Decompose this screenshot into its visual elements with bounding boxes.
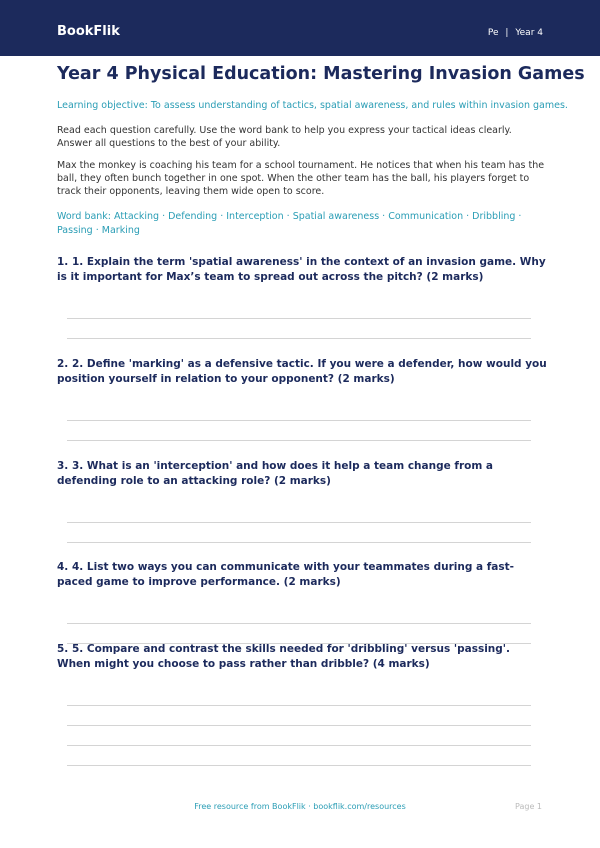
answer-line bbox=[67, 725, 531, 726]
scenario-text: Max the monkey is coaching his team for a school tournament. He notices that when his team has the ball, they often bunch together in one spot. When the other team has the ball, his players forget to track their opponents, leaving them wide open to score. bbox=[57, 160, 545, 197]
answer-line bbox=[67, 338, 531, 339]
question-5: 5. 5. Compare and contrast the skills needed for 'dribbling' versus 'passing'. When might you choose to pass rather than dribble? (4 marks) bbox=[57, 643, 511, 670]
learning-objective: Learning objective: To assess understanding of tactics, spatial awareness, and rules within invasion games. bbox=[57, 100, 568, 111]
header-meta bbox=[488, 28, 543, 38]
footer-text: Free resource from BookFlik · bookflik.com/resources bbox=[194, 802, 406, 811]
page-title: Year 4 Physical Education: Mastering Invasion Games bbox=[57, 64, 585, 84]
answer-line bbox=[67, 705, 531, 706]
question-2: 2. 2. Define 'marking' as a defensive tactic. If you were a defender, how would you position yourself in relation to your opponent? (2 marks) bbox=[57, 358, 547, 385]
answer-line bbox=[67, 318, 531, 319]
answer-line bbox=[67, 542, 531, 543]
answer-line bbox=[67, 623, 531, 624]
instructions-text: Read each question carefully. Use the word bank to help you express your tactical ideas clearly. Answer all questions to the best of your ability. bbox=[57, 125, 512, 149]
answer-line bbox=[67, 765, 531, 766]
question-4: 4. 4. List two ways you can communicate with your teammates during a fast-paced game to improve performance. (2 marks) bbox=[57, 561, 515, 588]
word-bank: Word bank: Attacking · Defending · Interception · Spatial awareness · Communication · Dribbling · Passing · Marking bbox=[57, 211, 522, 236]
page-number: Page 1 bbox=[515, 802, 542, 811]
question-1: 1. 1. Explain the term 'spatial awareness' in the context of an invasion game. Why is it important for Max’s team to spread out across the pitch? (2 marks) bbox=[57, 256, 546, 283]
subject-label: Pe bbox=[487, 28, 499, 38]
header-bar bbox=[0, 0, 600, 56]
answer-line bbox=[67, 440, 531, 441]
answer-line bbox=[67, 745, 531, 746]
brand-logo: BookFlik bbox=[57, 24, 120, 39]
answer-line bbox=[67, 420, 531, 421]
question-3: 3. 3. What is an 'interception' and how does it help a team change from a defending role to an attacking role? (2 marks) bbox=[57, 460, 494, 487]
header-separator: | bbox=[505, 28, 509, 38]
year-label: Year 4 bbox=[515, 28, 543, 38]
answer-line bbox=[67, 522, 531, 523]
